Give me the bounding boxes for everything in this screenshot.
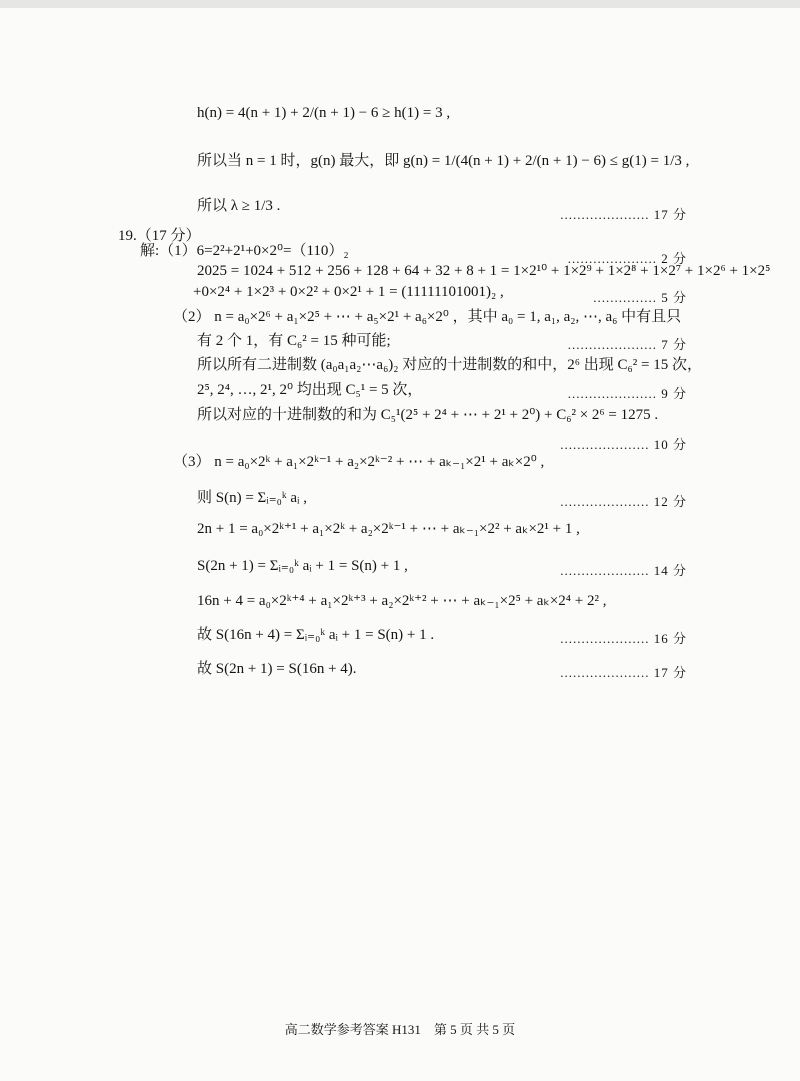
solution-line: +0×2⁴ + 1×2³ + 0×2² + 0×2¹ + 1 = (11111101001)₂ , [193,284,504,300]
solution-line: 则 S(n) = Σᵢ₌₀ᵏ aᵢ , [197,490,307,506]
solution-line: 有 2 个 1，有 C₆² = 15 种可能; [197,333,391,349]
score-marker: ..................... 7 分 [567,337,687,352]
solution-line: （2） n = a₀×2⁶ + a₁×2⁵ + ⋯ + a₅×2¹ + a₆×2⁰ ，其中 a₀ = 1, a₁, a₂, ⋯, a₆ 中有且只 [173,309,682,325]
solution-line: 解:（1）6=2²+2¹+0×2⁰=（110）₂ [140,243,349,259]
score-marker: ..................... 17 分 [560,207,687,222]
solution-line: 2⁵, 2⁴, …, 2¹, 2⁰ 均出现 C₅¹ = 5 次， [197,382,423,398]
solution-line: S(2n + 1) = Σᵢ₌₀ᵏ aᵢ + 1 = S(n) + 1 , [197,558,408,574]
solution-line: 所以 λ ≥ 1/3 . [197,198,281,214]
solution-line: h(n) = 4(n + 1) + 2/(n + 1) − 6 ≥ h(1) = 3 , [197,105,451,121]
score-marker: ..................... 12 分 [560,494,687,509]
solution-line: 所以当 n = 1 时，g(n) 最大，即 g(n) = 1/(4(n + 1) + 2/(n + 1) − 6) ≤ g(1) = 1/3 , [197,153,690,169]
solution-line: 所以对应的十进制数的和为 C₅¹(2⁵ + 2⁴ + ⋯ + 2¹ + 2⁰) + C₆² × 2⁶ = 1275 . [197,407,659,423]
scan-top-edge [0,0,800,8]
score-marker: ..................... 2 分 [567,251,687,266]
score-marker: ..................... 10 分 [560,437,687,452]
solution-line: 所以所有二进制数 (a₀a₁a₂⋯a₆)₂ 对应的十进制数的和中，2⁶ 出现 C₆² = 15 次， [197,357,702,373]
score-marker: ..................... 14 分 [560,563,687,578]
solution-line: 2025 = 1024 + 512 + 256 + 128 + 64 + 32 + 8 + 1 = 1×2¹⁰ + 1×2⁹ + 1×2⁸ + 1×2⁷ + 1×2⁶ + 1×2⁵ [197,263,771,279]
page-footer: 高二数学参考答案 H131 第 5 页 共 5 页 [284,1022,516,1037]
score-marker: ..................... 17 分 [560,665,687,680]
solution-line: 19.（17 分） [118,228,201,244]
score-marker: ..................... 16 分 [560,631,687,646]
solution-line: 故 S(2n + 1) = S(16n + 4). [197,661,357,677]
score-marker: ..................... 9 分 [567,386,687,401]
solution-line: 2n + 1 = a₀×2ᵏ⁺¹ + a₁×2ᵏ + a₂×2ᵏ⁻¹ + ⋯ + aₖ₋₁×2² + aₖ×2¹ + 1 , [197,521,580,537]
score-marker: ............... 5 分 [593,290,687,305]
solution-line: 故 S(16n + 4) = Σᵢ₌₀ᵏ aᵢ + 1 = S(n) + 1 . [197,627,435,643]
solution-line: （3） n = a₀×2ᵏ + a₁×2ᵏ⁻¹ + a₂×2ᵏ⁻² + ⋯ + aₖ₋₁×2¹ + aₖ×2⁰ , [173,454,545,470]
solution-line: 16n + 4 = a₀×2ᵏ⁺⁴ + a₁×2ᵏ⁺³ + a₂×2ᵏ⁺² + ⋯ + aₖ₋₁×2⁵ + aₖ×2⁴ + 2² , [197,593,607,609]
